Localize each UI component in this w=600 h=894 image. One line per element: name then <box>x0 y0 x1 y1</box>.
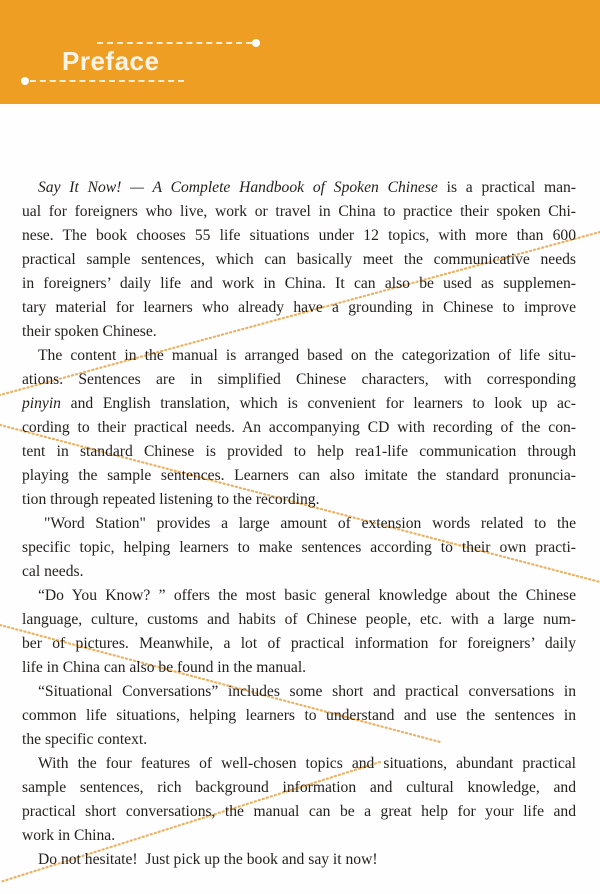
line-text: is a practical man- <box>437 179 576 196</box>
text-line <box>38 344 576 368</box>
text-line <box>22 464 576 488</box>
text-line <box>22 248 576 272</box>
text-line <box>38 680 576 704</box>
text-line <box>22 224 576 248</box>
text-line <box>22 296 576 320</box>
line-text: tion through repeated listening to the recording. <box>22 491 320 508</box>
text-line <box>22 272 576 296</box>
text-line <box>44 512 576 536</box>
line-text: specific topic, helping learners to make sentences according to their own practi- <box>22 539 576 556</box>
text-line <box>22 800 576 824</box>
text-line <box>22 632 576 656</box>
line-text: the specific context. <box>22 731 148 748</box>
line-text: practical sample sentences, which can basically meet the communicative needs <box>22 251 576 268</box>
line-text: With the four features of well-chosen topics and situations, abundant practical <box>38 755 576 772</box>
text-line <box>22 608 576 632</box>
line-text: cal needs. <box>22 563 84 580</box>
text-line <box>22 392 576 416</box>
text-line <box>22 704 576 728</box>
text-line <box>38 176 576 200</box>
text-line <box>22 368 576 392</box>
line-text: ual for foreigners who live, work or travel in China to practice their spoken Chi- <box>22 203 576 220</box>
text-line <box>22 536 576 560</box>
text-line <box>22 776 576 800</box>
page-title: Preface <box>62 46 160 76</box>
line-text: common life situations, helping learners to understand and use the sentences in <box>22 707 576 724</box>
text-line <box>22 560 576 584</box>
preface-header <box>0 0 600 104</box>
line-text: ber of pictures. Meanwhile, a lot of practical information for foreigners’ daily <box>22 635 576 652</box>
line-text: tary material for learners who already have a grounding in Chinese to improve <box>22 299 576 316</box>
text-line <box>22 416 576 440</box>
dashed-rule-top <box>97 42 252 44</box>
line-text: language, culture, customs and habits of Chinese people, etc. with a large num- <box>22 611 576 628</box>
line-text: in foreigners’ daily life and work in China. It can also be used as supplemen- <box>22 275 576 292</box>
italic-text: Say It Now! — A Complete Handbook of Spoken Chinese <box>38 179 438 196</box>
dot-top <box>252 39 260 47</box>
text-line <box>22 728 576 752</box>
line-text: and English translation, which is convenient for learners to look up ac- <box>60 395 576 412</box>
text-line <box>22 488 576 512</box>
line-text: “Situational Conversations” includes some short and practical conversations in <box>38 683 576 700</box>
line-text: tent in standard Chinese is provided to help rea1-life communication through <box>22 443 576 460</box>
line-text: life in China can also be found in the manual. <box>22 659 307 676</box>
line-text: nese. The book chooses 55 life situations under 12 topics, with more than 600 <box>22 227 576 244</box>
dot-bottom <box>21 77 29 85</box>
text-line <box>22 200 576 224</box>
line-text: The content in the manual is arranged based on the categorization of life situ- <box>38 347 576 364</box>
line-text: Do not hesitate! Just pick up the book and say it now! <box>38 851 378 868</box>
text-line <box>22 824 576 848</box>
line-text: “Do You Know? ” offers the most basic general knowledge about the Chinese <box>38 587 576 604</box>
text-line <box>22 320 576 344</box>
line-text: practical short conversations, the manual can be a great help for your life and <box>22 803 576 820</box>
text-line <box>38 752 576 776</box>
line-text: sample sentences, rich background information and cultural knowledge, and <box>22 779 576 796</box>
line-text: cording to their practical needs. An accompanying CD with recording of the con- <box>22 419 576 436</box>
line-text: "Word Station" provides a large amount of extension words related to the <box>44 515 576 532</box>
italic-text: pinyin <box>22 395 61 412</box>
line-text: playing the sample sentences. Learners can also imitate the standard pronuncia- <box>22 467 576 484</box>
line-text: work in China. <box>22 827 116 844</box>
line-text: ations. Sentences are in simplified Chinese characters, with corresponding <box>22 371 576 388</box>
text-line <box>22 656 576 680</box>
dashed-rule-bottom <box>30 80 184 82</box>
line-text: their spoken Chinese. <box>22 323 157 340</box>
text-line <box>22 440 576 464</box>
text-line <box>38 584 576 608</box>
text-line <box>38 848 576 872</box>
